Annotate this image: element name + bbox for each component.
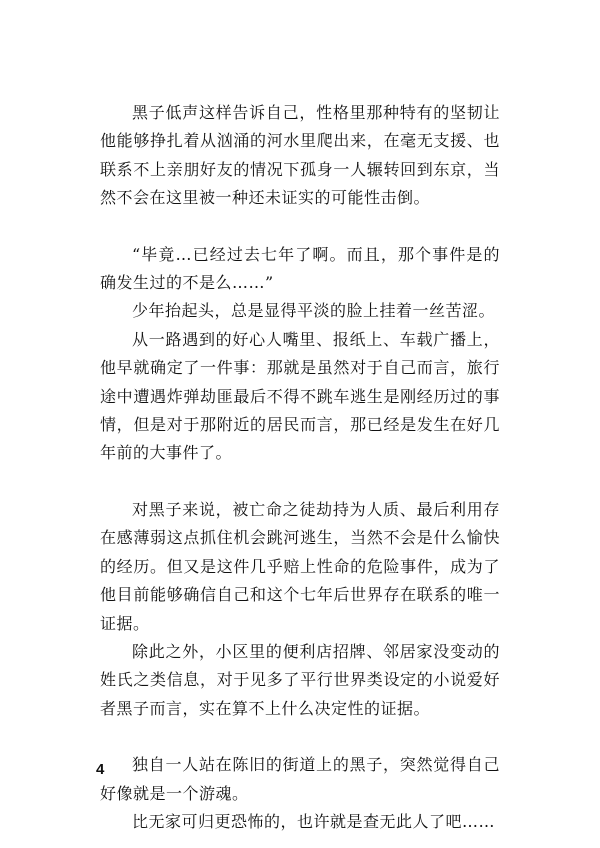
- paragraph-4: 从一路遇到的好心人嘴里、报纸上、车载广播上，他早就确定了一件事：那就是虽然对于自己而言，旅行途中遭遇炸弹劫匪最后不得不跳车逃生是刚经历过的事情，但是对于那附近的居民而言，那已经是发生在好几年前的大事件了。: [100, 329, 500, 463]
- paragraph-2-dialogue: “毕竟…已经过去七年了啊。而且，那个事件是的确发生过的不是么……”: [100, 244, 500, 293]
- paragraph-3: 少年抬起头，总是显得平淡的脸上挂着一丝苦涩。: [132, 301, 496, 321]
- paragraph-5: 对黑子来说，被亡命之徒劫持为人质、最后利用存在感薄弱这点抓住机会跳河逃生，当然不会是什么愉快的经历。但又是这件几乎赔上性命的危险事件，成为了他目前能够确信自己和这个七年后世界存在联系的唯一证据。: [100, 499, 500, 633]
- body-text: [100, 99, 500, 836]
- page-number: 4: [96, 761, 105, 778]
- paragraph-1: 黑子低声这样告诉自己，性格里那种特有的坚韧让他能够挣扎着从汹涌的河水里爬出来，在毫无支援、也联系不上亲朋好友的情况下孤身一人辗转回到东京，当然不会在这里被一种还未证实的可能性击倒。: [100, 103, 500, 208]
- paragraph-8: 比无家可归更恐怖的，也许就是查无此人了吧……: [132, 811, 496, 831]
- paragraph-7: 独自一人站在陈旧的街道上的黑子，突然觉得自己好像就是一个游魂。: [100, 755, 500, 803]
- paragraph-6: 除此之外，小区里的便利店招牌、邻居家没变动的姓氏之类信息，对于见多了平行世界类设定的小说爱好者黑子而言，实在算不上什么决定性的证据。: [100, 641, 500, 718]
